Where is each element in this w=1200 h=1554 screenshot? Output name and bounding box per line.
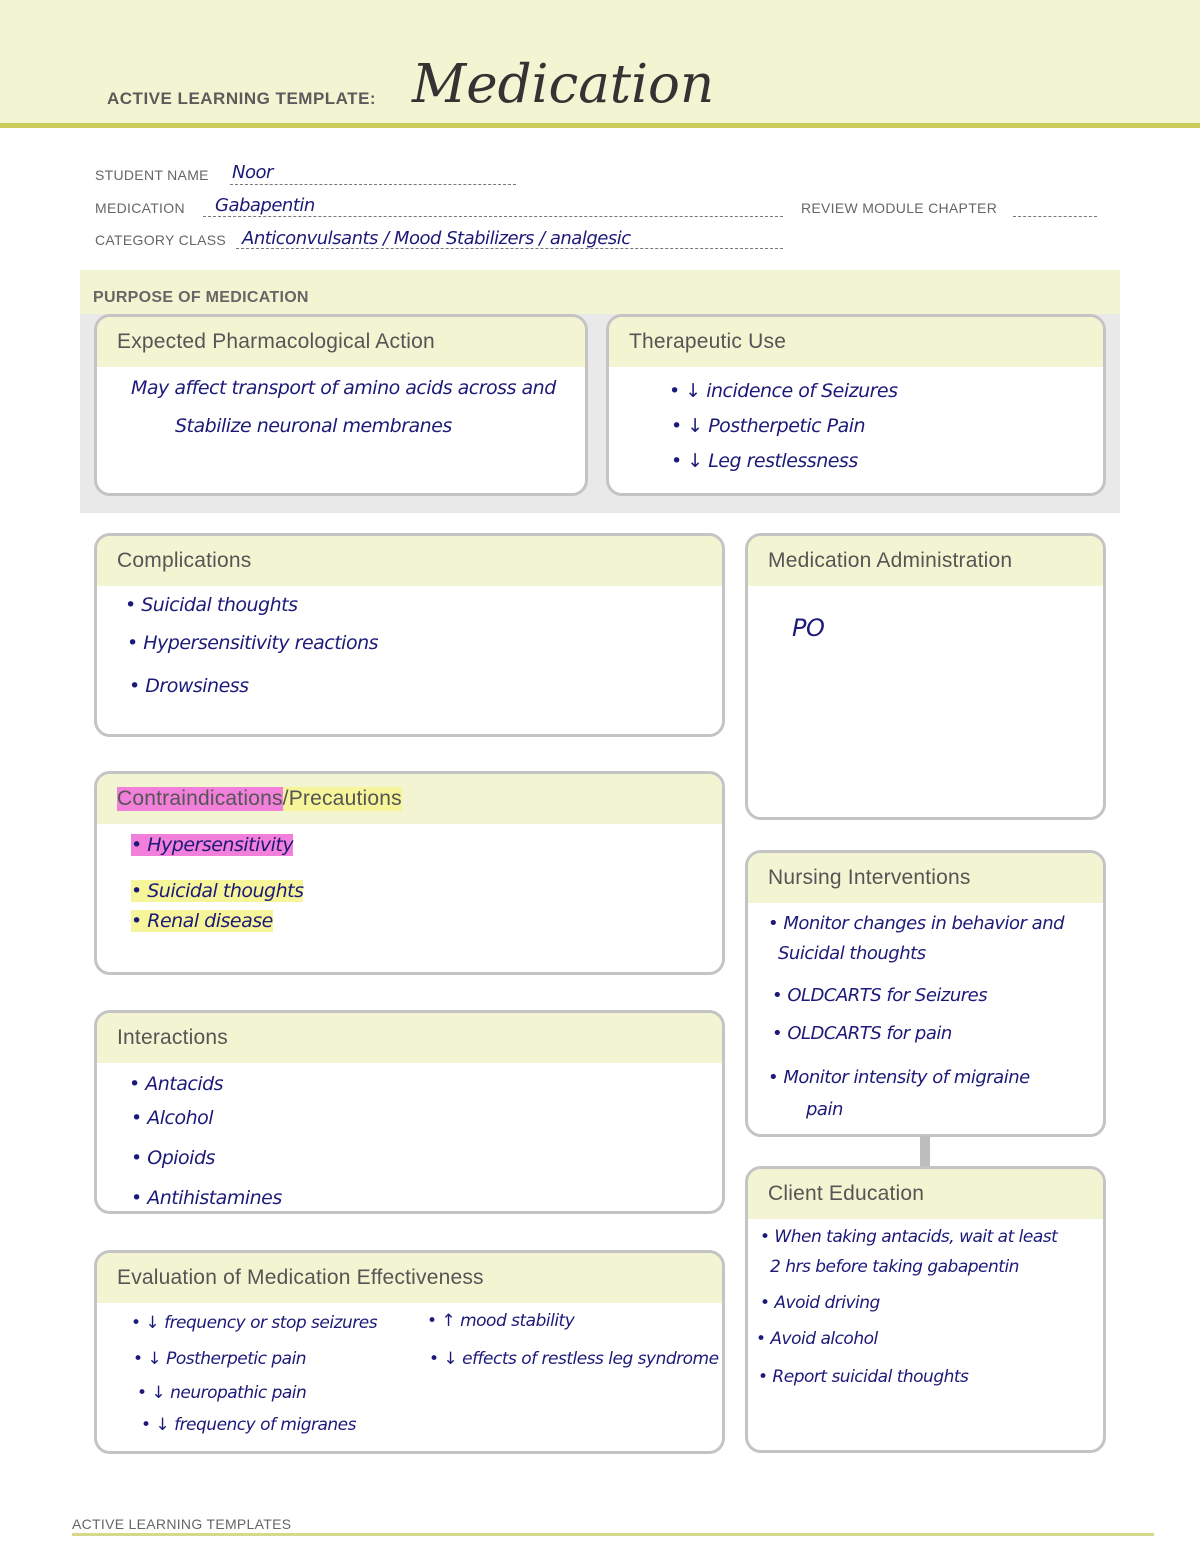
evaluation-title: Evaluation of Medication Effectiveness <box>97 1253 722 1303</box>
therapeutic-use-item: • ↓ incidence of Seizures <box>669 380 898 402</box>
student-name-value[interactable]: Noor <box>232 162 273 183</box>
interaction-item: • Antacids <box>129 1073 224 1095</box>
footer-label: ACTIVE LEARNING TEMPLATES <box>72 1516 292 1532</box>
nursing-intervention-line: Suicidal thoughts <box>778 943 926 964</box>
box-connector <box>920 1136 930 1168</box>
evaluation-item: • ↑ mood stability <box>427 1311 575 1331</box>
expected-action-box <box>94 314 588 496</box>
footer-rule <box>72 1533 1154 1536</box>
header-rule <box>0 123 1200 128</box>
client-education-line: • Avoid alcohol <box>756 1329 878 1349</box>
client-education-line: • Report suicidal thoughts <box>758 1367 969 1387</box>
therapeutic-use-title: Therapeutic Use <box>609 317 1103 367</box>
medication-line <box>203 216 783 217</box>
template-label: ACTIVE LEARNING TEMPLATE: <box>107 89 377 108</box>
medication-value[interactable]: Gabapentin <box>215 195 315 216</box>
client-education-title: Client Education <box>748 1169 1103 1219</box>
contraindications-title-part2: /Precautions <box>282 787 402 810</box>
complication-item: • Drowsiness <box>129 675 249 697</box>
nursing-intervention-line: • OLDCARTS for pain <box>772 1023 952 1044</box>
contraindications-title-part1: Contraindications <box>117 787 283 810</box>
medication-label: MEDICATION <box>95 200 185 216</box>
evaluation-item: • ↓ effects of restless leg syndrome <box>429 1349 719 1369</box>
interactions-title: Interactions <box>97 1013 722 1063</box>
complication-item: • Suicidal thoughts <box>125 594 298 616</box>
category-class-value[interactable]: Anticonvulsants / Mood Stabilizers / analgesic <box>242 228 631 249</box>
evaluation-item: • ↓ frequency or stop seizures <box>131 1313 378 1333</box>
client-education-line: • Avoid driving <box>760 1293 880 1313</box>
medication-administration-title: Medication Administration <box>748 536 1103 586</box>
client-education-line: 2 hrs before taking gabapentin <box>770 1257 1019 1277</box>
interaction-item: • Opioids <box>131 1147 215 1169</box>
student-name-label: STUDENT NAME <box>95 167 209 183</box>
category-class-label: CATEGORY CLASS <box>95 232 227 248</box>
evaluation-item: • ↓ Postherpetic pain <box>133 1349 307 1369</box>
review-module-label: REVIEW MODULE CHAPTER <box>801 200 998 216</box>
nursing-intervention-line: • Monitor changes in behavior and <box>768 913 1065 934</box>
evaluation-item: • ↓ frequency of migranes <box>141 1415 356 1435</box>
nursing-interventions-box <box>745 850 1106 1137</box>
therapeutic-use-item: • ↓ Leg restlessness <box>671 450 858 472</box>
nursing-intervention-line: • OLDCARTS for Seizures <box>772 985 988 1006</box>
page-title: Medication <box>412 54 715 115</box>
administration-route: PO <box>792 614 825 642</box>
client-education-line: • When taking antacids, wait at least <box>760 1227 1058 1247</box>
evaluation-box <box>94 1250 725 1454</box>
therapeutic-use-item: • ↓ Postherpetic Pain <box>671 415 866 437</box>
contraindication-item: • Renal disease <box>131 910 273 932</box>
contraindication-item: • Suicidal thoughts <box>131 880 304 902</box>
purpose-label: PURPOSE OF MEDICATION <box>93 289 309 306</box>
interaction-item: • Alcohol <box>131 1107 214 1129</box>
contraindication-item: • Hypersensitivity <box>131 834 294 856</box>
expected-action-line: May affect transport of amino acids across and <box>131 377 556 399</box>
student-name-line <box>230 184 516 185</box>
interactions-box <box>94 1010 725 1214</box>
complications-title: Complications <box>97 536 722 586</box>
evaluation-item: • ↓ neuropathic pain <box>137 1383 307 1403</box>
client-education-box <box>745 1166 1106 1453</box>
expected-action-title: Expected Pharmacological Action <box>97 317 585 367</box>
therapeutic-use-box <box>606 314 1106 496</box>
expected-action-line: Stabilize neuronal membranes <box>175 415 452 437</box>
medication-administration-box <box>745 533 1106 820</box>
interaction-item: • Antihistamines <box>131 1187 282 1209</box>
contraindications-box <box>94 771 725 975</box>
complications-box <box>94 533 725 737</box>
review-module-line[interactable] <box>1013 216 1097 217</box>
nursing-interventions-title: Nursing Interventions <box>748 853 1103 903</box>
nursing-intervention-line: pain <box>806 1099 843 1120</box>
complication-item: • Hypersensitivity reactions <box>127 632 379 654</box>
nursing-intervention-line: • Monitor intensity of migraine <box>768 1067 1030 1088</box>
contraindications-title <box>97 774 722 824</box>
